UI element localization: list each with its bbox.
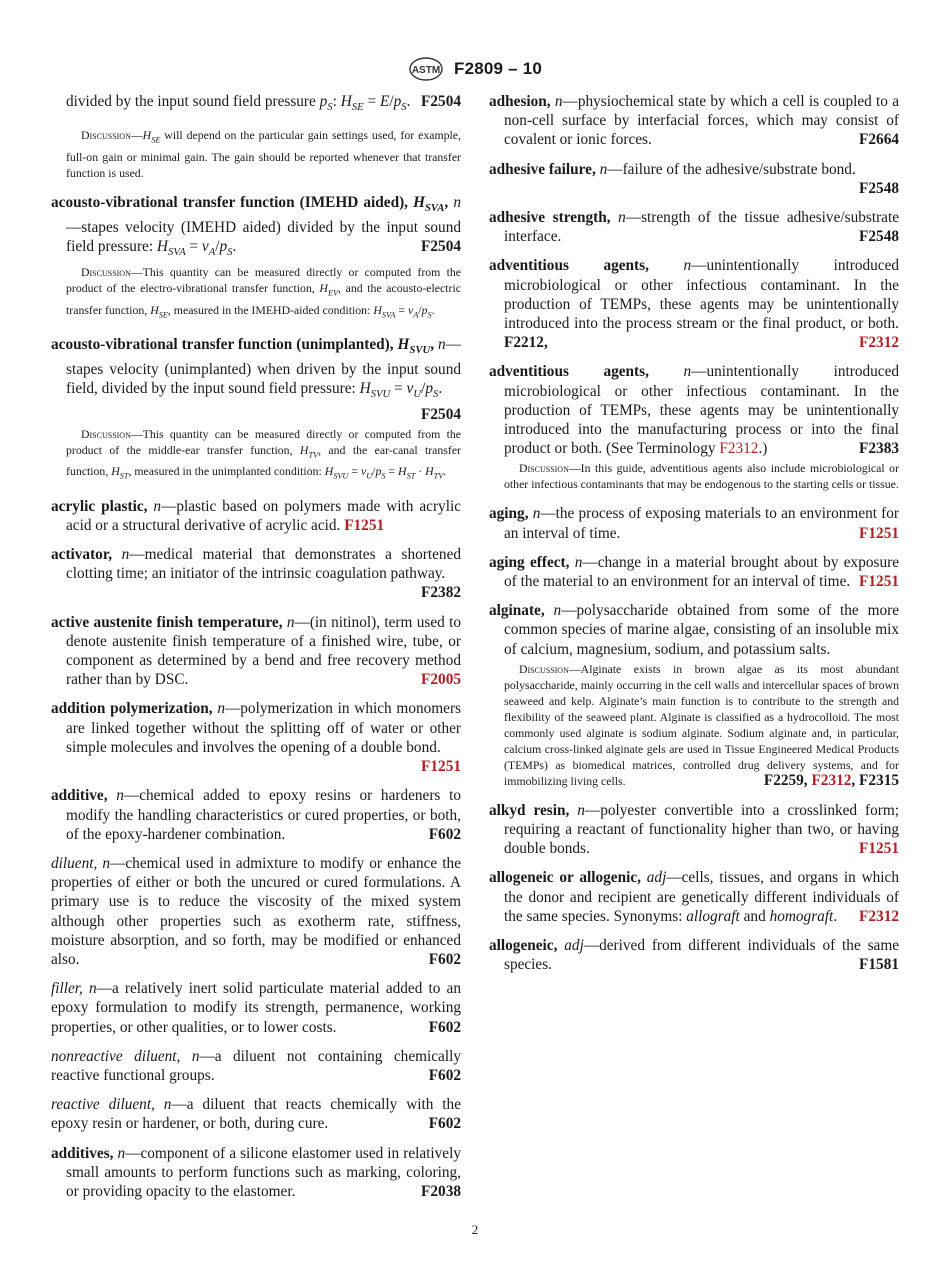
reference-code: F2212,	[504, 334, 548, 352]
glossary-entry: allogeneic, adj—derived from different individuals of the same species. F1581	[489, 937, 900, 974]
glossary-entry: aging, n—the process of exposing materials to an environment for an interval of time. F1251	[489, 505, 900, 542]
glossary-entry: adhesion, n—physiochemical state by which a cell is coupled to a non-cell surface by interfacial forces, which may consist of covalent or ionic forces. F2664	[489, 93, 899, 149]
glossary-entry: additive, n—chemical added to epoxy resins or hardeners to modify the handling characteristics or cured properties, or both, of the epoxy-hardener combination. F602	[51, 787, 461, 843]
reference-link[interactable]: F1251	[344, 516, 385, 534]
glossary-entry: allogeneic or allogenic, adj—cells, tissues, and organs in which the donor and recipient are genetically different individuals of the same species. Synonyms: allograft and homograft. F2312	[489, 869, 899, 925]
glossary-entry: acousto-vibrational transfer function (unimplanted), $H_{SVU}$, n—stapes velocity (unimplanted) when driven by the input sound field, divided by the input sound field pressure: $H_{SVU} = v_U/p_S$. F2504	[51, 336, 461, 423]
glossary-entry: acrylic plastic, n—plastic based on polymers made with acrylic acid or a structural derivative of acrylic acid. F1251	[51, 497, 461, 534]
reference-codes: F2259, F2312, F2315	[763, 771, 899, 789]
glossary-subentry: diluent, n—chemical used in admixture to modify or enhance the properties of either or both the uncured or cured formulations. A primary use is to reduce the viscosity of the mixed system although other properties such as exotherm rate, stiffness, moisture absorption, and so forth, may be modified or enhanced also. F602	[51, 854, 461, 968]
discussion-note: Discussion—Alginate exists in brown algae as its most abundant polysaccharide, mainly occurring in the cell walls and intercellular spaces of brown seaweed and kelp. Alginate’s main function is to contribute to the strength and flexibility of the seaweed plant. Alginate is classified as a hydrocolloid. The most commonly used alginate is sodium alginate. Sodium alginate and, in particular, calcium cross-linked alginate gels are used in Tissue Engineered Medical Products (TEMPs) as biomedical matrices, controlled drug delivery systems, and for immobilizing living cells. F2259, F2312, F2315	[504, 661, 899, 789]
glossary-entry: acousto-vibrational transfer function (IMEHD aided), $H_{SVA}$, n—stapes velocity (IMEHD aided) divided by the input sound field pressure: $H_{SVA} = v_A/p_S$. F2504	[51, 193, 461, 259]
glossary-entry: active austenite finish temperature, n—(in nitinol), term used to denote austenite finish temperature of a finished wire, tube, or component as determined by a bend and free recovery method rather than by DSC. F2005	[51, 613, 462, 689]
reference-link[interactable]: F1251	[859, 840, 899, 858]
glossary-entry: activator, n—medical material that demonstrates a shortened clotting time; an initiator of the intrinsic coagulation pathway. F2382	[51, 546, 462, 602]
reference-code: F602	[428, 825, 461, 843]
glossary-entry: additives, n—component of a silicone elastomer used in relatively small amounts to perform functions such as marking, coloring, or providing opacity to the elastomer. F2038	[51, 1144, 461, 1200]
reference-link[interactable]: F2312	[811, 771, 852, 789]
definition-continuation: divided by the input sound field pressure $p_S$: $H_{SE} = E/p_S$. F2504	[66, 93, 461, 114]
reference-code: F2504	[421, 405, 461, 423]
discussion-note: Discussion—In this guide, adventitious agents also include microbiological or other infectious contaminants that may be endogenous to the starting cells or tissue.	[504, 461, 899, 492]
discussion-note: Discussion—This quantity can be measured directly or computed from the product of the middle-ear transfer function, $H_{TV}$, and the ear-canal transfer function, $H_{ST}$, measured in the unimplanted condition: $H_{SVU} = v_U/p_S = H_{ST} \cdot H_{TV}$.	[66, 426, 461, 481]
glossary-subentry: reactive diluent, n—a diluent that reacts chemically with the epoxy resin or hardener, or both, during cure. F602	[51, 1096, 461, 1133]
reference-code: F602	[428, 950, 461, 968]
glossary-subentry: filler, n—a relatively inert solid particulate material added to an epoxy formulation to modify its strength, permanence, working properties, or other qualities, or to lower costs. F602	[51, 980, 461, 1036]
reference-code: F1581	[859, 956, 899, 974]
reference-code: F602	[428, 1115, 461, 1133]
reference-link[interactable]: F2312	[859, 907, 899, 925]
discussion-note: Discussion—This quantity can be measured directly or computed from the product of the electro-vibrational transfer function, $H_{EV}$, and the acousto-electric transfer function, $H_{SE}$, measured in the IMEHD-aided condition: $H_{SVA} = v_A/p_S$.	[66, 265, 461, 320]
reference-code: F2664	[859, 131, 899, 149]
reference-code: F2548	[859, 179, 899, 197]
reference-code: F602	[428, 1018, 461, 1036]
discussion-note: $Discussion—H_{SE}$ will depend on the particular gain settings used, for example, full-on gain or minimal gain. The gain should be reported whenever that transfer function is used.	[66, 128, 461, 180]
reference-code: F2383	[859, 440, 899, 458]
glossary-entry: adhesive failure, n—failure of the adhesive/substrate bond. F2548	[489, 160, 899, 197]
glossary-entry: adventitious agents, n—unintentionally introduced microbiological or other infectious contaminant. In the production of TEMPs, these agents may be unintentionally introduced into the process stream or the final product, or both. F2212, F2312	[489, 257, 900, 352]
left-column	[51, 92, 461, 1211]
terminology-link[interactable]: F2312	[719, 440, 759, 458]
reference-code: F2548	[859, 228, 899, 246]
reference-link[interactable]: F1251	[859, 573, 899, 591]
svg-text:ASTM: ASTM	[411, 65, 441, 76]
reference-code: F2382	[421, 584, 461, 602]
glossary-entry: alginate, n—polysaccharide obtained from some of the more common species of marine algae, consisting of an insoluble mix of calcium, magnesium, sodium, and potassium salts.	[489, 602, 899, 658]
reference-link[interactable]: F2005	[421, 671, 461, 689]
astm-logo-icon	[408, 57, 444, 81]
glossary-entry: addition polymerization, n—polymerization in which monomers are linked together without the splitting off of water or other simple molecules and involves the opening of a double bond. F1251	[51, 700, 462, 776]
document-designation: F2809 – 10	[453, 59, 542, 78]
glossary-entry: adhesive strength, n—strength of the tissue adhesive/substrate interface. F2548	[489, 209, 899, 246]
reference-code: F2504	[421, 238, 461, 256]
reference-link[interactable]: F1251	[421, 758, 461, 776]
reference-link[interactable]: F2312	[859, 334, 899, 352]
glossary-subentry: nonreactive diluent, n—a diluent not containing chemically reactive functional groups. F602	[51, 1047, 461, 1084]
page-number: 2	[471, 1222, 479, 1237]
page-header	[0, 57, 950, 81]
right-column	[489, 92, 899, 985]
glossary-entry: alkyd resin, n—polyester convertible into a crosslinked form; requiring a reactant of functionality higher than two, or having double bonds. F1251	[489, 801, 899, 858]
reference-code: F2038	[421, 1182, 461, 1200]
reference-link[interactable]: F1251	[859, 524, 899, 542]
reference-code: F602	[428, 1066, 461, 1084]
glossary-entry: adventitious agents, n—unintentionally introduced microbiological or other infectious contaminant. In the production of TEMPs, these agents may be unintentionally introduced into the manufacturing process or into the final product or both. (See Terminology F2312.) F2383	[489, 363, 900, 458]
reference-code: F2504	[421, 93, 461, 110]
glossary-entry: aging effect, n—change in a material brought about by exposure of the material to an environment for an interval of time. F1251	[489, 553, 899, 591]
